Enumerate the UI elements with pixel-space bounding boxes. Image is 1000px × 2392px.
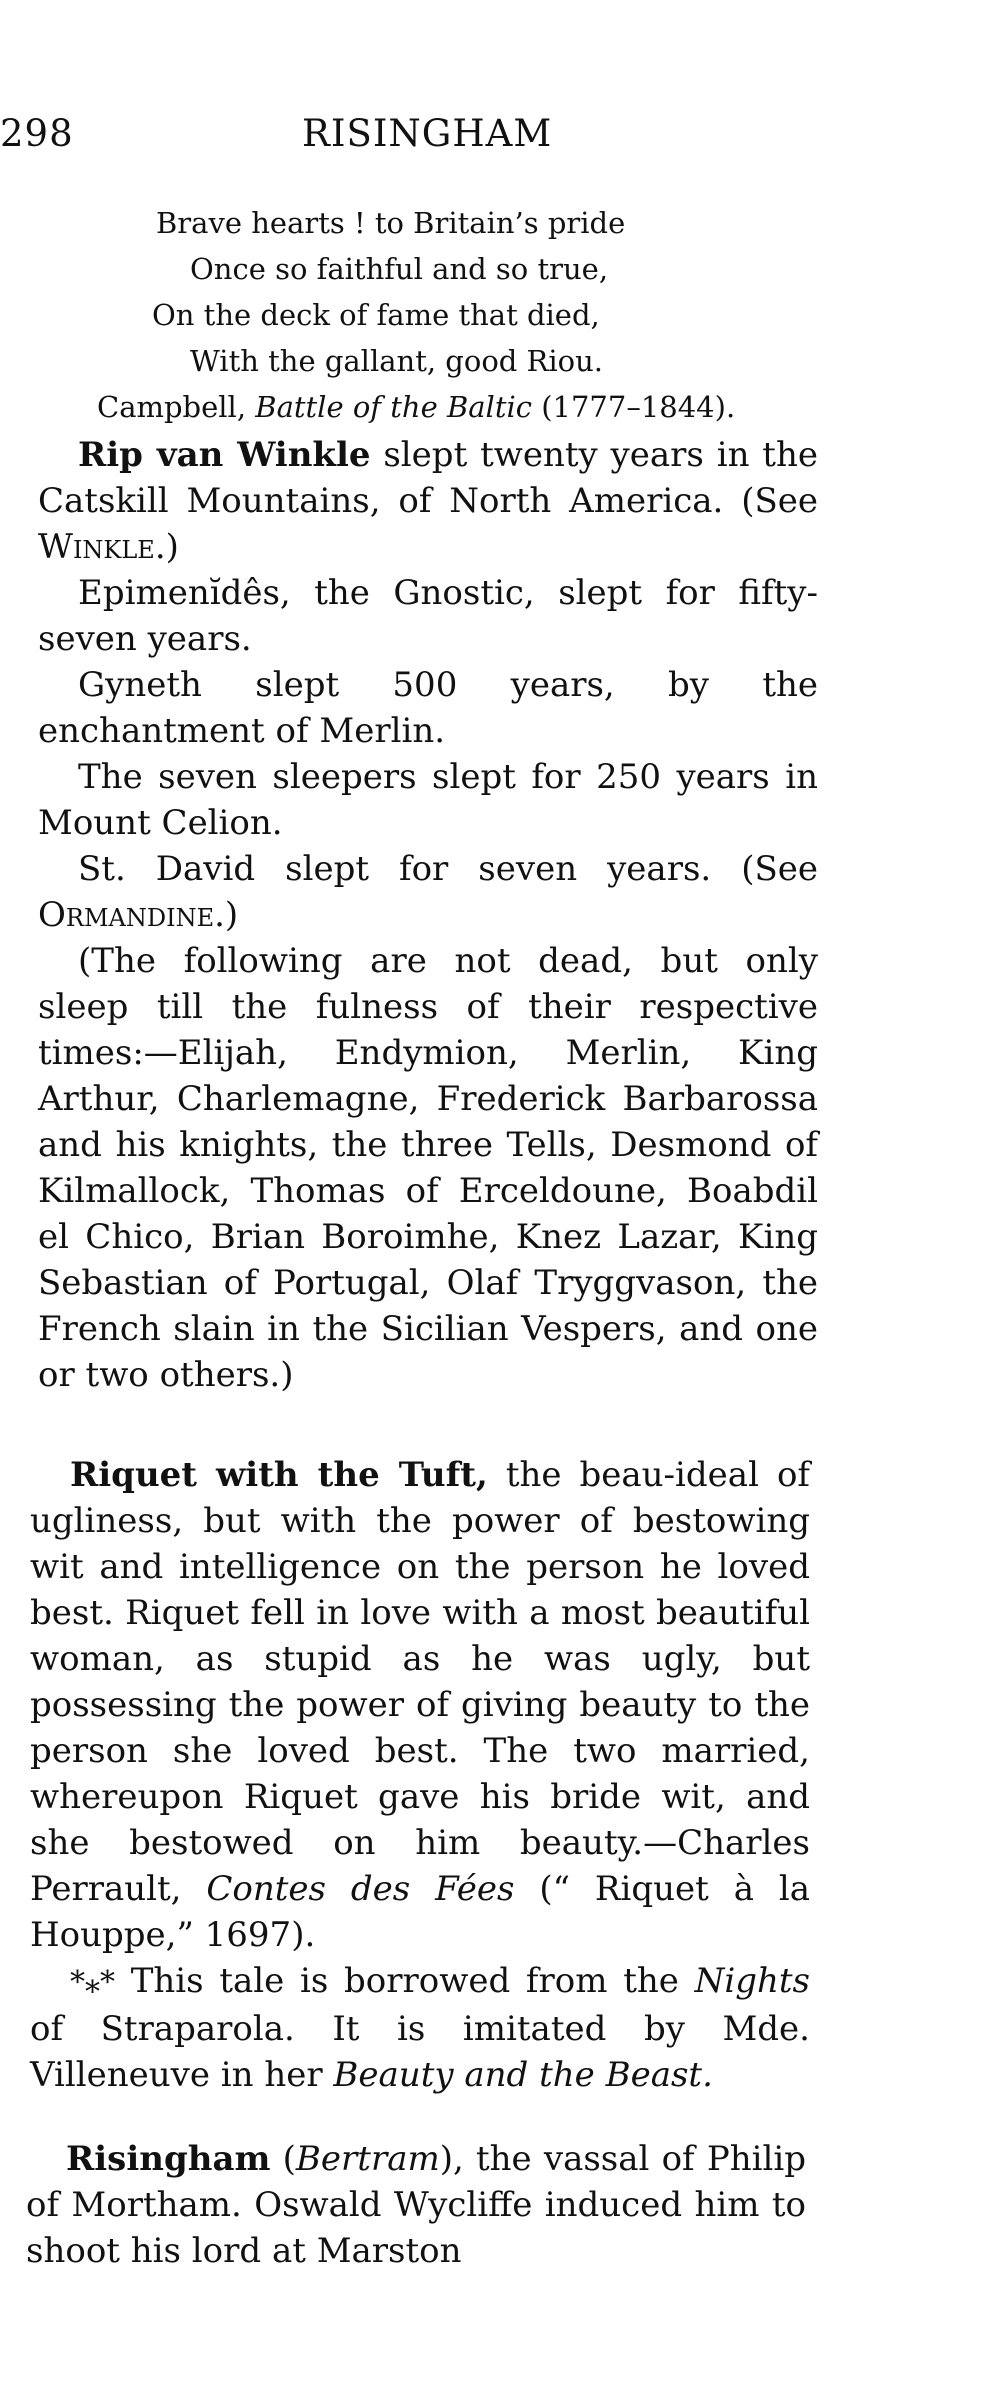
person-name: Bertram	[295, 2139, 440, 2179]
verse-quotation	[90, 200, 790, 430]
paragraph	[38, 432, 818, 570]
verse-line: With the gallant, good Riou.	[190, 344, 604, 378]
entry-riquet-with-the-tuft	[30, 1452, 810, 2098]
entry-text: the beau-ideal of ugliness, but with the power of bestowing wit and intelligence on the person he loved best. Riquet fell in love with a most beautiful woman, as stupid as he was ugly, but possessing the power of giving beauty to the person she loved best. The two married, whereupon Riquet gave his bride wit, and she bestowed on him beauty.—Charles Perrault,	[30, 1455, 811, 1909]
entry-text: ), the vassal of Philip of Mortham. Oswald Wycliffe induced him to shoot his lord at Marston	[26, 2139, 806, 2271]
verse-line: Once so faithful and so true,	[190, 252, 609, 286]
paragraph	[30, 1958, 810, 2098]
entry-risingham	[26, 2136, 806, 2274]
entry-text: .)	[214, 895, 239, 935]
work-title: Contes des Fées	[206, 1869, 515, 1909]
paragraph: The seven sleepers slept for 250 years in Mount Celion.	[38, 757, 818, 843]
entry-text: .)	[154, 527, 179, 567]
headword: Risingham	[66, 2139, 271, 2179]
page-header	[0, 112, 1000, 162]
attribution-author: Campbell,	[97, 390, 256, 424]
paragraph	[38, 846, 818, 938]
verse-line: On the deck of fame that died,	[152, 298, 600, 332]
entry-text: (	[270, 2139, 296, 2179]
headword: Riquet with the Tuft,	[70, 1455, 488, 1495]
work-title: Nights	[694, 1961, 810, 2001]
entry-text: This tale is borrowed from the	[115, 1961, 695, 2001]
cross-reference: Winkle	[38, 527, 155, 567]
paragraph	[26, 2136, 806, 2274]
paragraph: Gyneth slept 500 years, by the enchantment of Merlin.	[38, 665, 818, 751]
page-number: 298	[0, 112, 74, 155]
verse-line: Brave hearts ! to Britain’s pride	[156, 206, 626, 240]
entry-text: (“ Riquet à la Houppe,” 1697).	[30, 1869, 810, 1955]
cross-reference: Ormandine	[38, 895, 215, 935]
verse-attribution	[90, 384, 790, 430]
attribution-work: Battle of the Baltic	[255, 390, 532, 424]
running-head: RISINGHAM	[302, 112, 553, 155]
work-title: Beauty and the Beast.	[333, 2055, 713, 2095]
asterism: *⁎*	[70, 1965, 115, 2000]
entry-rip-van-winkle	[38, 432, 818, 1398]
entry-text: St. David slept for seven years. (See	[78, 849, 818, 889]
paragraph	[30, 1452, 810, 1958]
headword: Rip van Winkle	[78, 435, 371, 475]
entry-text: slept twenty years in the Catskill Mountains, of North America. (See	[38, 435, 818, 521]
attribution-dates: (1777–1844).	[532, 390, 736, 424]
paragraph: Epimenĭdês, the Gnostic, slept for fifty-seven years.	[38, 573, 818, 659]
entry-text: of Straparola. It is imitated by Mde. Villeneuve in her	[30, 2009, 810, 2095]
paragraph: (The following are not dead, but only sleep till the fulness of their respective times:—Elijah, Endymion, Merlin, King Arthur, Charlemagne, Frederick Barbarossa and his knights, the three Tells, Desmond of Kilmallock, Thomas of Erceldoune, Boabdil el Chico, Brian Boroimhe, Knez Lazar, King Sebastian of Portugal, Olaf Tryggvason, the French slain in the Sicilian Vespers, and one or two others.)	[38, 941, 818, 1395]
